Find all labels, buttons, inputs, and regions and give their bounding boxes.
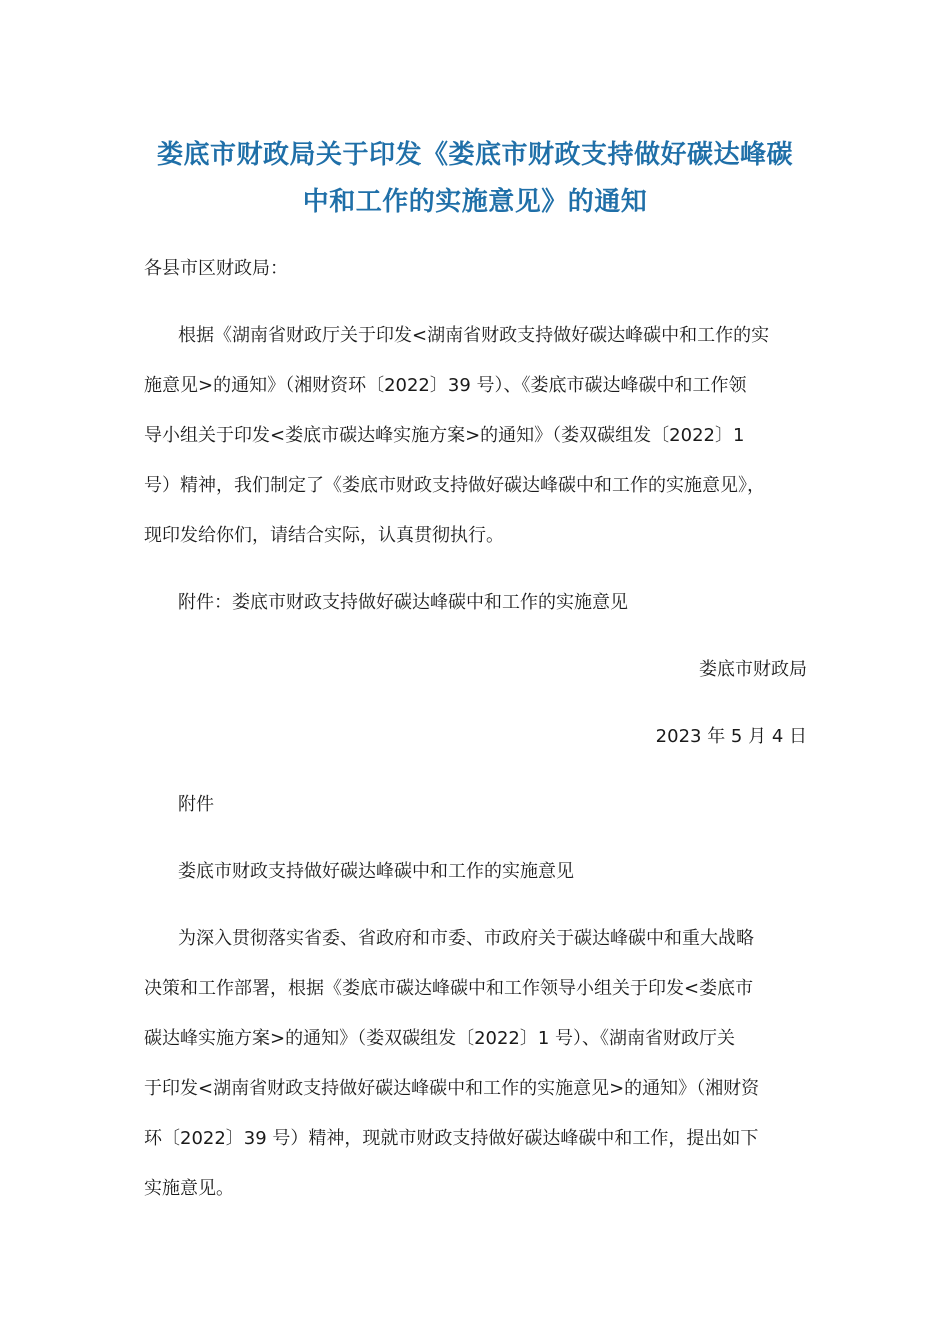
attachment-title — [144, 847, 809, 897]
document-title-line-1: 娄底市财政局关于印发《娄底市财政支持做好碳达峰碳 — [156, 140, 793, 170]
attachment-title-text: 娄底市财政支持做好碳达峰碳中和工作的实施意见 — [178, 861, 574, 882]
signature: 娄底市财政局 — [699, 659, 807, 680]
body-line: 于印发<湖南省财政支持做好碳达峰碳中和工作的实施意见>的通知》（湘财资 — [144, 1078, 760, 1099]
body-line: 为深入贯彻落实省委、省政府和市委、市政府关于碳达峰碳中和重大战略 — [178, 928, 754, 949]
body-line: 决策和工作部署，根据《娄底市碳达峰碳中和工作领导小组关于印发<娄底市 — [144, 978, 754, 999]
intro-line: 号）精神，我们制定了《娄底市财政支持做好碳达峰碳中和工作的实施意见》， — [144, 475, 765, 496]
attachment-line: 附件：娄底市财政支持做好碳达峰碳中和工作的实施意见 — [178, 592, 628, 613]
body-line: 碳达峰实施方案>的通知》（娄双碳组发〔2022〕1 号）、《湖南省财政厅关 — [144, 1028, 736, 1049]
salutation: 各县市区财政局： — [144, 258, 288, 279]
attachment-note — [144, 578, 809, 628]
date: 2023 年 5 月 4 日 — [655, 726, 807, 747]
body-line: 环〔2022〕39 号）精神，现就市财政支持做好碳达峰碳中和工作，提出如下 — [144, 1128, 759, 1149]
document-title-line-2: 中和工作的实施意见》的通知 — [302, 187, 648, 217]
body-line: 实施意见。 — [144, 1178, 234, 1199]
intro-paragraph — [144, 311, 809, 561]
attachment-heading — [144, 780, 809, 830]
attachment-heading-text: 附件 — [178, 794, 214, 815]
intro-line: 根据《湖南省财政厅关于印发<湖南省财政支持做好碳达峰碳中和工作的实 — [178, 325, 770, 346]
intro-line: 导小组关于印发<娄底市碳达峰实施方案>的通知》（娄双碳组发〔2022〕1 — [144, 425, 745, 446]
body-paragraph — [144, 914, 809, 1214]
intro-line: 现印发给你们，请结合实际，认真贯彻执行。 — [144, 525, 504, 546]
intro-line: 施意见>的通知》（湘财资环〔2022〕39 号）、《娄底市碳达峰碳中和工作领 — [144, 375, 747, 396]
